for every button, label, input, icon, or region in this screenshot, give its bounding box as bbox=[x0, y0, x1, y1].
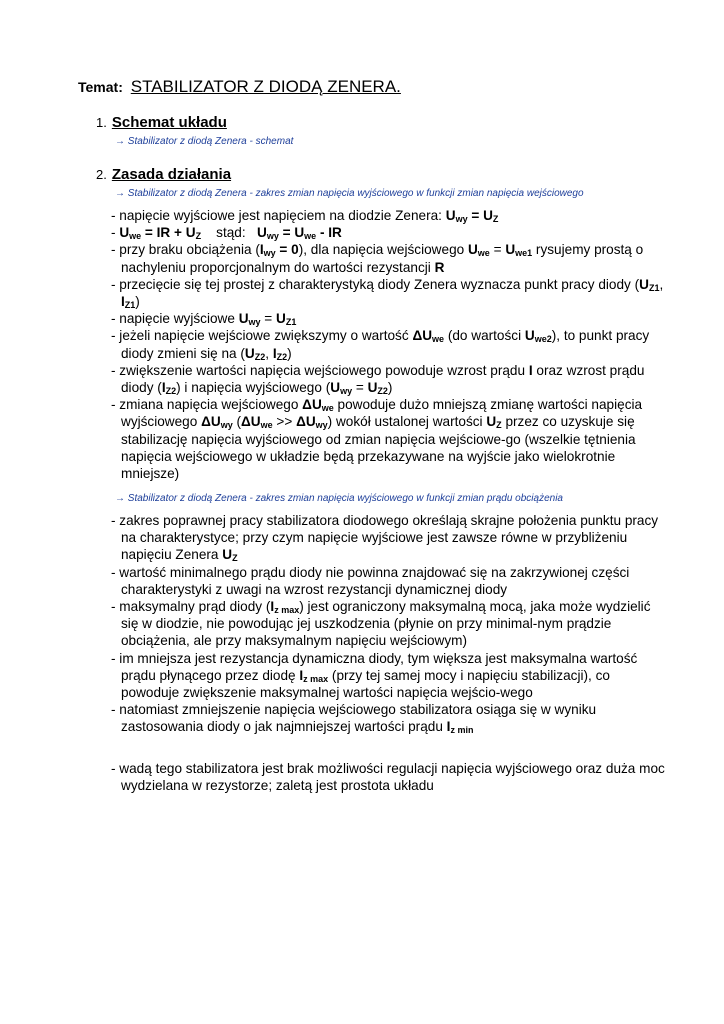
link-input-voltage[interactable]: → Stabilizator z diodą Zenera - zakres zmian napięcia wyjściowego w funkcji zmian napięcia wejściowego bbox=[115, 188, 584, 199]
section-1-title: Schemat układu bbox=[111, 114, 227, 131]
principle-list bbox=[111, 207, 671, 482]
list-item: - zmiana napięcia wejściowego $\Delta U_{we}$ powoduje dużo mniejszą zmianę wartości napięcia wyjściowego $\Delta U_{wy}$ $(\Delta U_{we} >> \Delta U_{wy})$ wokół ustalonej wartości $U_Z$ przez co uzyskuje się stabilizację napięcia wyjściowego od zmian napięcia wejściowe-go (wszelkie tętnienia napięcia wejściowego w układzie będą przekazywane na wyjście jako wielokrotnie mniejsze) bbox=[111, 397, 643, 482]
list-item: - przecięcie się tej prostej z charakterystyką diody Zenera wyznacza punkt pracy diody ($U_{Z1}$, $I_{Z1}$) bbox=[111, 276, 664, 311]
summary-list bbox=[111, 760, 671, 794]
list-item: - napięcie wyjściowe $U_{wy} = U_{Z1}$ bbox=[111, 311, 297, 328]
list-item: - im mniejsza jest rezystancja dynamiczna diody, tym większa jest maksymalna wartość prądu płynącego przez diodę $I_{z max}$ (przy tej samej mocy i napięciu stabilizacji), co powoduje zwiększenie maksymalnej wartości napięcia wejścio-wego bbox=[111, 650, 638, 701]
list-item: - zwiększenie wartości napięcia wejściowego powoduje wzrost prądu I oraz wzrost prądu diody $(I_{Z2})$ i napięcia wyjściowego $(U_{wy} = U_{Z2})$ bbox=[111, 362, 645, 397]
list-item: - maksymalny prąd diody $(I_{z max})$ jest ograniczony maksymalną mocą, jaka może wydzielić się w diodzie, nie powodując jej uszkodzenia (płynie on przy minimal-nym prądzie obciążenia, ale przy maksymalnym napięciu wejściowym) bbox=[111, 599, 651, 649]
link-schematic[interactable]: → Stabilizator z diodą Zenera - schemat bbox=[115, 136, 294, 147]
list-item: - przy braku obciążenia $(I_{wy} = 0)$, dla napięcia wejściowego $U_{we} = U_{we1}$ rysujemy prostą o nachyleniu proporcjonalnym do wartości rezystancji R bbox=[111, 242, 644, 275]
list-item: - wartość minimalnego prądu diody nie powinna znajdować się na zakrzywionej części charakterystyki z uwagi na wzrost rezystancji dynamicznej diody bbox=[111, 564, 630, 597]
section-2-title: Zasada działania bbox=[111, 166, 232, 183]
list-item: - zakres poprawnej pracy stabilizatora diodowego określają skrajne położenia punktu pracy na charakterystyce; przy czym napięcie wyjściowe jest zawsze równe w przybliżeniu napięciu Zenera $U_Z$ bbox=[111, 513, 659, 564]
document-title bbox=[78, 77, 401, 97]
section-1-heading bbox=[96, 114, 227, 131]
list-item: - natomiast zmniejszenie napięcia wejściowego stabilizatora osiąga się w wyniku zastosowania diody o jak najmniejszej wartości prądu $I_{z min}$ bbox=[111, 702, 597, 736]
list-item: - jeżeli napięcie wejściowe zwiększymy o wartość $\Delta U_{we}$ (do wartości $U_{we2}$), to punkt pracy diody zmieni się na ($U_{Z2}$, $I_{Z2}$) bbox=[111, 328, 650, 362]
link-load-current[interactable]: → Stabilizator z diodą Zenera - zakres zmian napięcia wyjściowego w funkcji zmian prądu obciążenia bbox=[115, 493, 563, 504]
section-2-heading bbox=[96, 166, 231, 183]
list-item: - wadą tego stabilizatora jest brak możliwości regulacji napięcia wyjściowego oraz duża moc wydzielana w rezystorze; zaletą jest prostota układu bbox=[111, 761, 665, 794]
list-item: - $U_{we}$ = IR + $U_Z$ stąd: $U_{wy} = U_{we}$ - IR bbox=[111, 225, 342, 242]
range-list bbox=[111, 512, 671, 736]
topic-title: STABILIZATOR Z DIODĄ ZENERA. bbox=[130, 77, 401, 96]
section-2-number: 2. bbox=[96, 167, 107, 182]
list-item: - napięcie wyjściowe jest napięciem na diodzie Zenera: $U_{wy} = U_Z$ bbox=[111, 208, 499, 224]
section-1-number: 1. bbox=[96, 115, 107, 130]
topic-label: Temat: bbox=[78, 79, 123, 95]
